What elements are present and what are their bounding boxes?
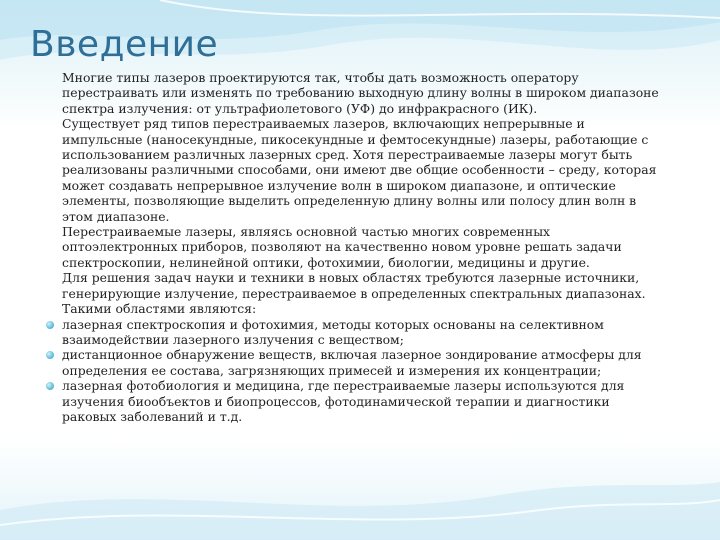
list-item-text: дистанционное обнаружение веществ, включая лазерное зондирование атмосферы для определения ее состава, загрязняющих примесей и измерения их концентрации; <box>62 347 642 378</box>
paragraph-intro <box>44 70 664 116</box>
bottom-wave-decoration <box>0 470 720 540</box>
bullet-icon <box>46 382 54 390</box>
list-item-text: лазерная фотобиология и медицина, где перестраиваемые лазеры используются для изучения биообъектов и биопроцессов, фотодинамической терапии и диагностики раковых заболеваний и т.д. <box>62 378 625 424</box>
list-item-photobiology <box>44 378 664 424</box>
paragraph-text: Для решения задач науки и техники в новых областях требуются лазерные источники, генерирующие излучение, перестраиваемое в определенных спектральных диапазонах. Такими областями являются: <box>62 270 646 317</box>
paragraph-text: Перестраиваемые лазеры, являясь основной частью многих современных оптоэлектронных приборов, позволяют на качественно новом уровне решать задачи спектроскопии, нелинейной оптики, фотохимии, биологии, медицины и другие. <box>62 224 622 270</box>
bullet-icon <box>46 321 54 329</box>
paragraph-text: Многие типы лазеров проектируются так, чтобы дать возможность оператору перестраивать или изменять по требованию выходную длину волны в широком диапазоне спектра излучения: от ультрафиолетового (УФ) до инфракрасного (ИК). <box>62 70 659 116</box>
paragraph-types <box>44 116 664 224</box>
paragraph-areas-intro <box>44 270 664 316</box>
list-item-remote-sensing <box>44 347 664 378</box>
slide-body <box>44 70 664 424</box>
list-item-spectroscopy <box>44 317 664 348</box>
list-item-text: лазерная спектроскопия и фотохимия, методы которых основаны на селективном взаимодействии лазерного излучения с веществом; <box>62 316 604 347</box>
paragraph-text: Существует ряд типов перестраиваемых лазеров, включающих непрерывные и импульсные (наносекундные, пикосекундные и фемтосекундные) лазеры, работающие с использованием различных лазерных сред. Хотя перестраиваемые лазеры могут быть реализованы различными способами, они имеют две общие особенности – среду, которая может создавать непрерывное излучение волн в широком диапазоне, и оптические элементы, позволяющие выделить определенную длину волны или полосу длин волн в этом диапазоне. <box>62 116 657 224</box>
slide-title: Введение <box>30 24 219 65</box>
paragraph-applications <box>44 224 664 270</box>
bullet-icon <box>46 351 54 359</box>
